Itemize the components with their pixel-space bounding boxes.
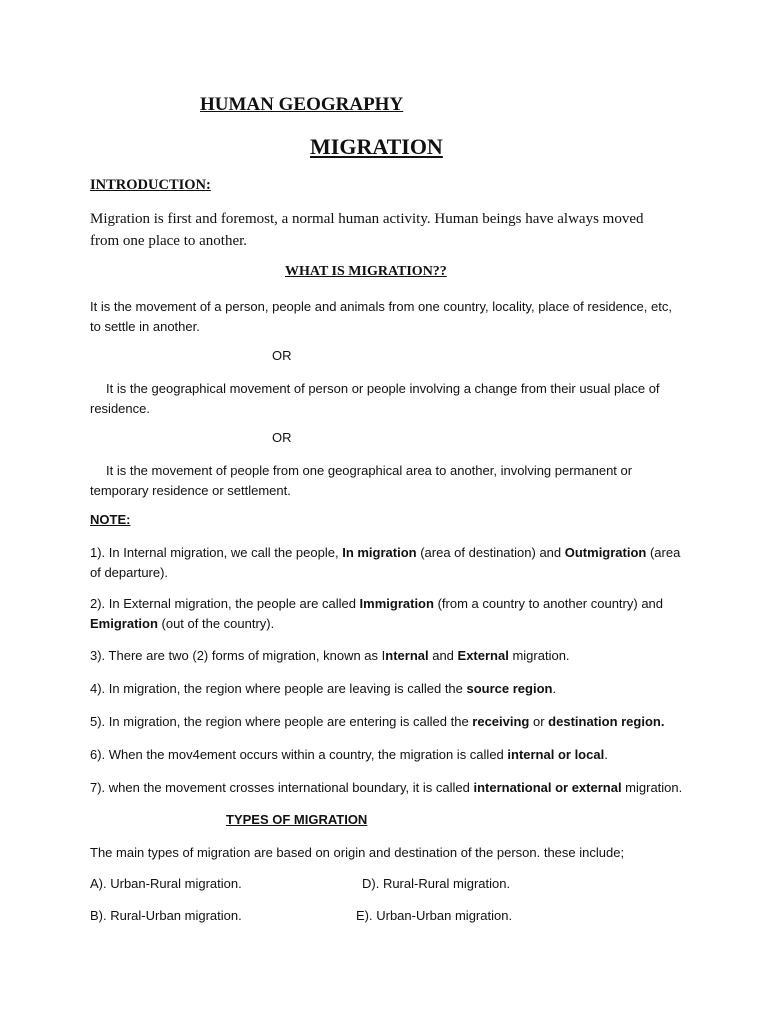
definition-heading: WHAT IS MIGRATION?? <box>285 264 447 279</box>
type-b: B). Rural-Urban migration. <box>90 908 242 923</box>
note-item-5: 5). In migration, the region where people are entering is called the receiving or destination region. <box>90 714 665 729</box>
note-item-3: 3). There are two (2) forms of migration, known as Internal and External migration. <box>90 648 570 663</box>
note-item-2: 2). In External migration, the people are called Immigration (from a country to another country) and Emigration (out of the country). <box>90 596 664 631</box>
subject-title: HUMAN GEOGRAPHY <box>200 94 404 115</box>
or-separator-2: OR <box>272 430 292 445</box>
introduction-heading: INTRODUCTION: <box>90 177 211 193</box>
type-d: D). Rural-Rural migration. <box>362 876 511 891</box>
note-heading: NOTE: <box>90 512 131 527</box>
note-item-1: 1). In Internal migration, we call the people, In migration (area of destination) and Outmigration (area of departure). <box>90 545 681 580</box>
types-intro: The main types of migration are based on origin and destination of the person. these include; <box>90 845 625 860</box>
definition-1: It is the movement of a person, people and animals from one country, locality, place of residence, etc, to settle in another. <box>90 299 672 334</box>
types-heading: TYPES OF MIGRATION <box>226 812 368 827</box>
definition-3: It is the movement of people from one geographical area to another, involving permanent or temporary residence or settlement. <box>90 463 633 498</box>
type-a: A). Urban-Rural migration. <box>90 876 242 891</box>
type-e: E). Urban-Urban migration. <box>356 908 513 923</box>
or-separator-1: OR <box>272 348 292 363</box>
note-item-4: 4). In migration, the region where people are leaving is called the source region. <box>90 681 557 696</box>
definition-2: It is the geographical movement of person or people involving a change from their usual place of residence. <box>90 381 660 416</box>
topic-title: MIGRATION <box>310 134 443 159</box>
note-item-7: 7). when the movement crosses international boundary, it is called international or external migration. <box>90 780 683 795</box>
introduction-text: Migration is first and foremost, a normal human activity. Human beings have always moved from one place to another. <box>90 211 644 249</box>
note-item-6: 6). When the mov4ement occurs within a country, the migration is called internal or local. <box>90 747 608 762</box>
